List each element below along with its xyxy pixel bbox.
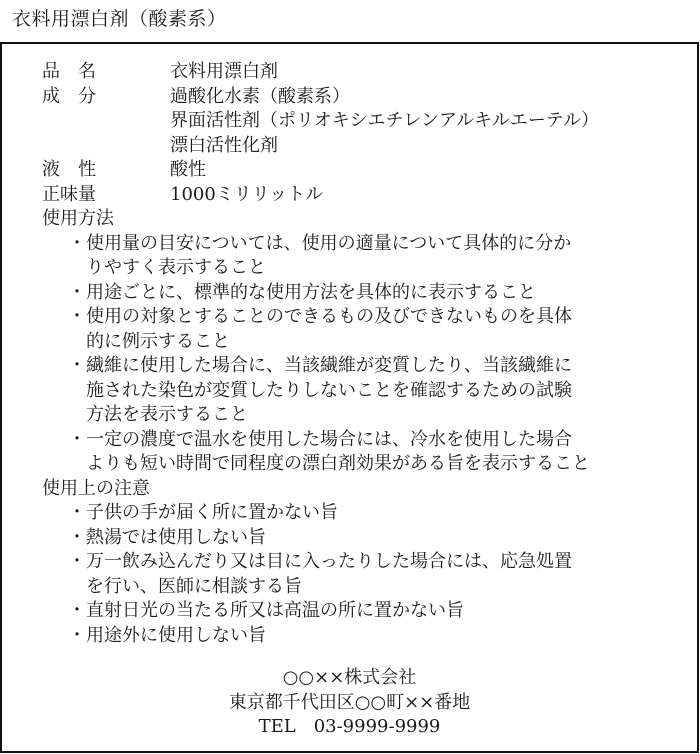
bullet-icon: ・ — [68, 306, 86, 327]
bullet-icon: ・ — [68, 232, 86, 254]
caution-item — [42, 526, 682, 551]
field-liquid-property — [42, 158, 682, 183]
usage-item — [42, 305, 682, 354]
company-address: 東京都千代田区○○町××番地 — [228, 691, 471, 713]
usage-item-line: 使用の対象とすることのできるもの及びできないものを具体 — [86, 306, 572, 327]
usage-item-line: 用途ごとに、標準的な使用方法を具体的に表示すること — [86, 281, 536, 303]
company-info — [2, 666, 697, 740]
field-value: 過酸化水素（酸素系） — [170, 85, 350, 107]
field-value: 衣料用漂白剤 — [170, 61, 278, 82]
usage-item-line: 使用量の目安については、使用の適量について具体的に分か — [86, 232, 572, 254]
field-label: 液 性 — [42, 159, 96, 180]
caution-item-line: を行い、医師に相談する旨 — [86, 575, 302, 597]
usage-item-line: よりも短い時間で同程度の漂白剤効果がある旨を表示すること — [86, 453, 590, 474]
label-box — [0, 42, 699, 753]
field-label: 成 分 — [42, 85, 96, 107]
caution-item — [42, 550, 682, 599]
caution-item-line: 万一飲み込んだり又は目に入ったりした場合には、応急処置 — [86, 551, 572, 572]
page-title: 衣料用漂白剤（酸素系） — [12, 8, 227, 30]
usage-item — [42, 281, 682, 306]
field-value: 漂白活性化剤 — [170, 134, 278, 156]
field-value: 1000ミリリットル — [170, 183, 324, 205]
bullet-icon: ・ — [68, 600, 86, 621]
caution-item — [42, 501, 682, 526]
usage-item-line: りやすく表示すること — [86, 257, 266, 278]
caution-item-line: 熱湯では使用しない旨 — [86, 526, 266, 548]
cautions-heading: 使用上の注意 — [42, 477, 150, 499]
caution-item — [42, 624, 682, 649]
bullet-icon: ・ — [68, 428, 86, 450]
usage-item — [42, 232, 682, 281]
usage-item-line: 一定の濃度で温水を使用した場合には、冷水を使用した場合 — [86, 428, 572, 450]
bullet-icon: ・ — [68, 624, 86, 646]
label-content — [42, 60, 682, 648]
caution-item-line: 直射日光の当たる所又は高温の所に置かない旨 — [86, 600, 464, 621]
company-tel: TEL 03-9999-9999 — [258, 716, 441, 737]
usage-heading: 使用方法 — [42, 208, 114, 229]
caution-item-line: 子供の手が届く所に置かない旨 — [86, 502, 338, 523]
field-net-quantity — [42, 183, 682, 208]
usage-item-line: 的に例示すること — [86, 330, 230, 352]
usage-item — [42, 428, 682, 477]
company-name: ○○××株式会社 — [282, 667, 417, 688]
bullet-icon: ・ — [68, 355, 86, 376]
field-value: 界面活性剤（ポリオキシエチレンアルキルエーテル） — [170, 110, 600, 131]
field-product-name — [42, 60, 682, 85]
usage-item-line: 方法を表示すること — [86, 404, 248, 425]
usage-item-line: 繊維に使用した場合に、当該繊維が変質したり、当該繊維に — [86, 355, 572, 376]
bullet-icon: ・ — [68, 551, 86, 572]
usage-item-line: 施された染色が変質したりしないことを確認するための試験 — [86, 379, 572, 401]
field-label: 品 名 — [42, 61, 96, 82]
bullet-icon: ・ — [68, 526, 86, 548]
usage-item — [42, 354, 682, 428]
caution-item — [42, 599, 682, 624]
field-label: 正味量 — [42, 183, 96, 205]
bullet-icon: ・ — [68, 502, 86, 523]
field-ingredients — [42, 85, 682, 159]
bullet-icon: ・ — [68, 281, 86, 303]
caution-item-line: 用途外に使用しない旨 — [86, 624, 266, 646]
field-value: 酸性 — [170, 159, 206, 180]
